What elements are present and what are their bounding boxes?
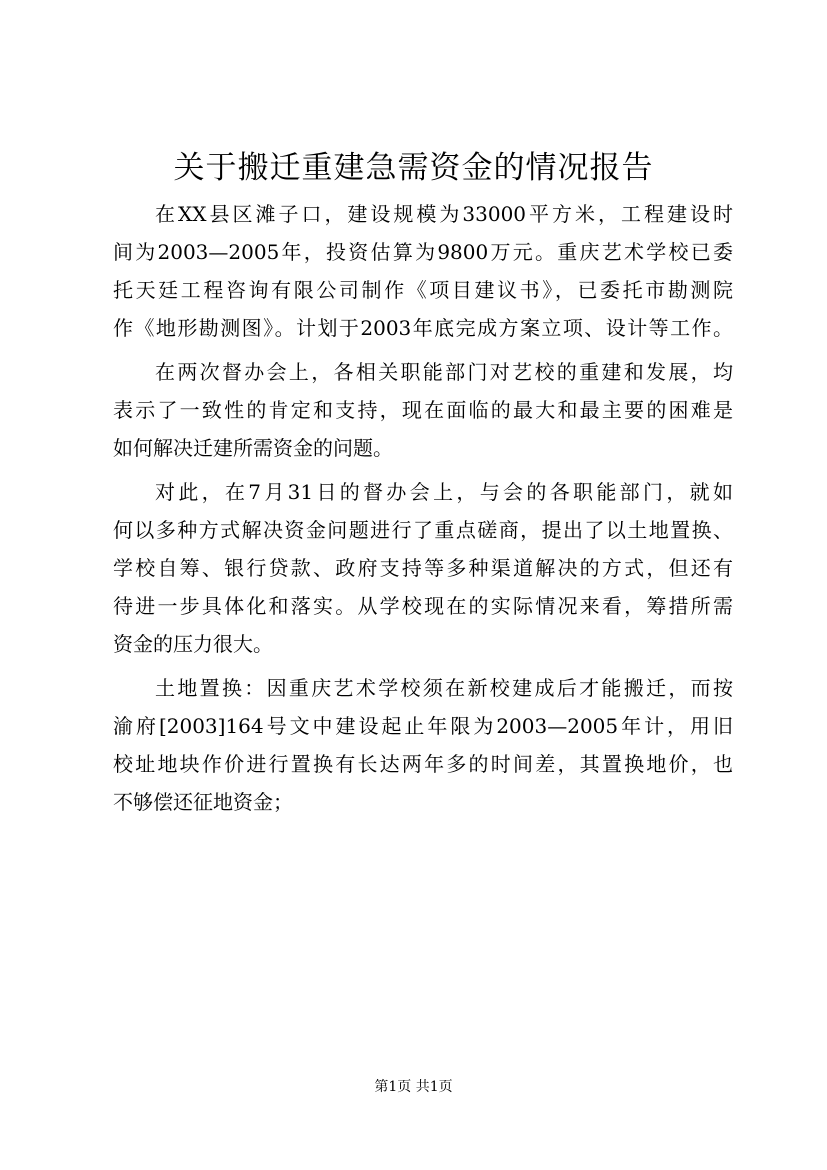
document-body bbox=[113, 195, 733, 827]
page-footer: 第1页 共1页 bbox=[374, 1079, 453, 1095]
paragraph-line: 待进一步具体化和落实。从学校现在的实际情况来看，筹措所需 bbox=[113, 594, 733, 618]
paragraph-line: 作《地形勘测图》。计划于2003年底完成方案立项、设计等工作。 bbox=[113, 316, 733, 340]
paragraph-line: 不够偿还征地资金； bbox=[113, 790, 293, 814]
paragraph-line: 资金的压力很大。 bbox=[113, 632, 273, 656]
paragraph-1 bbox=[113, 195, 733, 347]
paragraph-line: 如何解决迁建所需资金的问题。 bbox=[113, 436, 393, 460]
paragraph-line: 托天廷工程咨询有限公司制作《项目建议书》，已委托市勘测院 bbox=[113, 278, 733, 302]
paragraph-line: 间为2003—2005年，投资估算为9800万元。重庆艺术学校已委 bbox=[113, 240, 733, 264]
paragraph-4 bbox=[113, 669, 733, 821]
paragraph-line: 在XX县区滩子口，建设规模为33000平方米，工程建设时 bbox=[155, 202, 733, 226]
paragraph-line: 学校自筹、银行贷款、政府支持等多种渠道解决的方式，但还有 bbox=[113, 556, 733, 580]
paragraph-2 bbox=[113, 353, 733, 467]
document-title: 关于搬迁重建急需资金的情况报告 bbox=[173, 150, 654, 186]
paragraph-line: 何以多种方式解决资金问题进行了重点磋商，提出了以土地置换、 bbox=[113, 518, 733, 542]
paragraph-line: 校址地块作价进行置换有长达两年多的时间差，其置换地价，也 bbox=[113, 752, 733, 776]
paragraph-line: 渝府[2003]164号文中建设起止年限为2003—2005年计，用旧 bbox=[113, 714, 733, 738]
paragraph-line: 表示了一致性的肯定和支持，现在面临的最大和最主要的困难是 bbox=[113, 398, 733, 422]
paragraph-line: 对此，在7月31日的督办会上，与会的各职能部门，就如 bbox=[155, 480, 733, 504]
paragraph-3 bbox=[113, 473, 733, 663]
paragraph-line: 在两次督办会上，各相关职能部门对艺校的重建和发展，均 bbox=[155, 360, 733, 384]
paragraph-line: 土地置换：因重庆艺术学校须在新校建成后才能搬迁，而按 bbox=[155, 676, 733, 700]
